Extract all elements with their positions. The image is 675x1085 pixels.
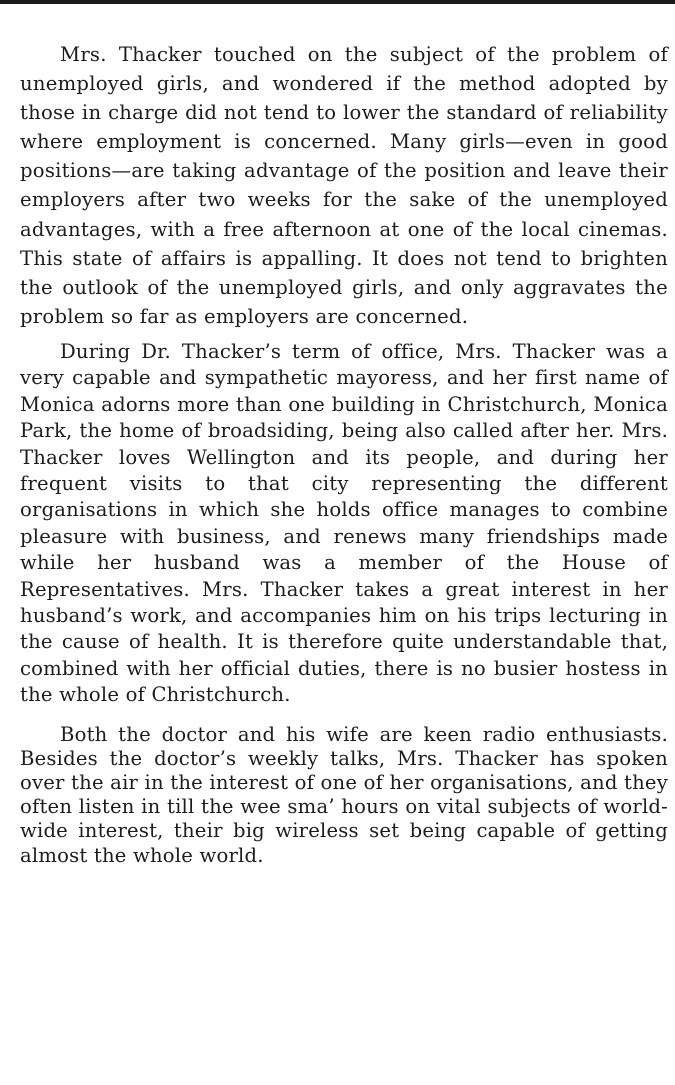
paragraph-mayoress: During Dr. Thacker’s term of office, Mrs. Thacker was a very capable and sympathetic mayoress, and her first name of Monica adorns more than one building in Christchurch, Monica Park, the home of broadsiding, being also called after her. Mrs. Thacker loves Wellington and its people, and during her frequent visits to that city representing the different organisations in which she holds office manages to combine pleasure with business, and renews many friendships made while her husband was a member of the House of Representatives. Mrs. Thacker takes a great interest in her husband’s work, and accompanies him on his trips lecturing in the cause of health. It is therefore quite understandable that, combined with her official duties, there is no busier hostess in the whole of Christchurch. [20,339,668,707]
paragraph-unemployed-girls: Mrs. Thacker touched on the subject of the problem of unemployed girls, and wondered if the method adopted by those in charge did not tend to lower the standard of reliability where employment is concerned. Many girls—even in good positions—are taking advantage of the position and leave their employers after two weeks for the sake of the unemployed advantages, with a free afternoon at one of the local cinemas. This state of affairs is appalling. It does not tend to brighten the outlook of the unemployed girls, and only aggravates the problem so far as employers are concerned. [20,43,668,328]
top-rule [0,0,675,4]
article-body [20,40,668,868]
paragraph-radio: Both the doctor and his wife are keen radio enthusiasts. Besides the doctor’s weekly talks, Mrs. Thacker has spoken over the air in the interest of one of her organisations, and they often listen in till the wee sma’ hours on vital subjects of world-wide interest, their big wireless set being capable of getting almost the whole world. [20,722,668,867]
